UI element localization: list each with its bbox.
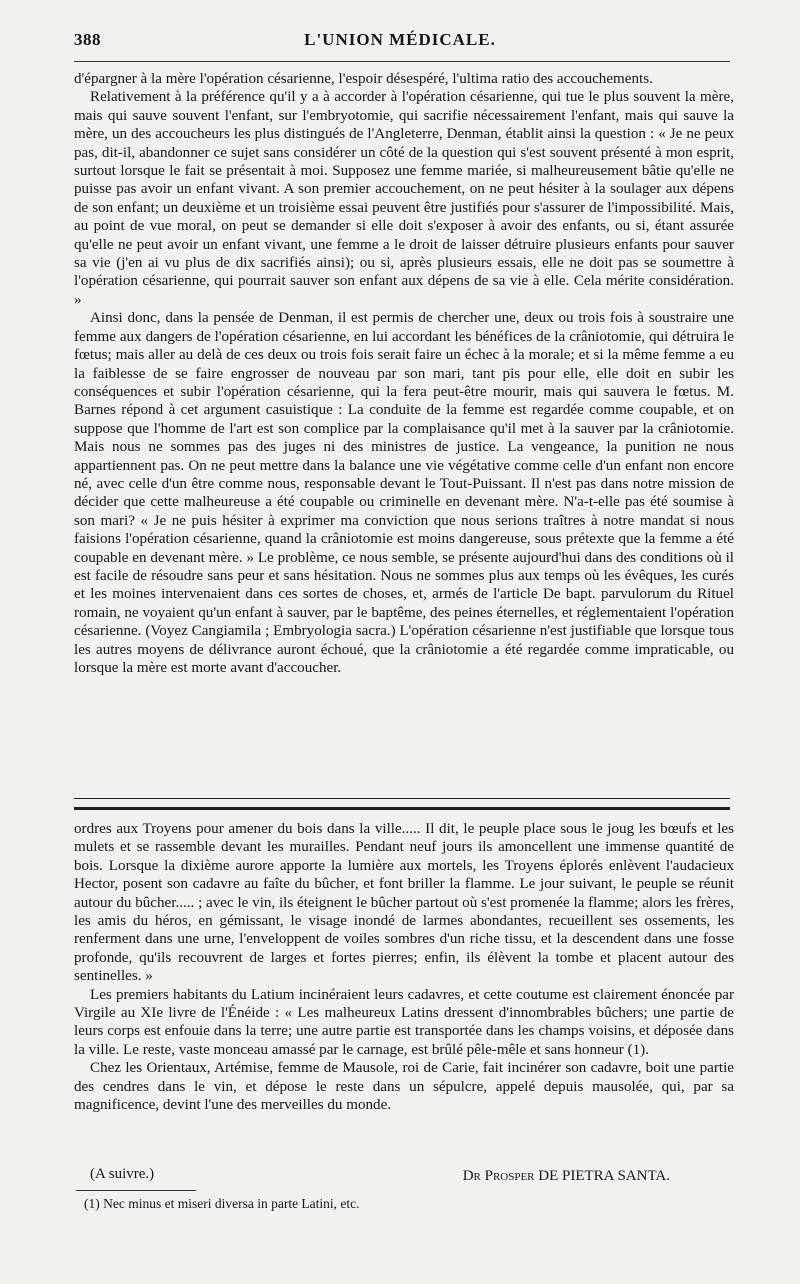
paragraph: d'épargner à la mère l'opération césarienne, l'espoir désespéré, l'ultima ratio des accouchements. bbox=[74, 71, 653, 87]
footnote-rule bbox=[76, 1190, 196, 1191]
paragraph: Relativement à la préférence qu'il y a à accorder à l'opération césarienne, qui tue le plus souvent la mère, mais qui sauve souvent l'enfant, sur l'embryotomie, qui sacrifie nécessairement l'enfant, mais qui sauve la mère, un des accoucheurs les plus distingués de l'Angleterre, Denman, établit ainsi la question : « Je ne peux pas, dit-il, abandonner ce sujet sans considérer un côté de la question qui s'est souvent présenté à mon esprit, surtout lorsque le fait se présentait à moi. Supposez une femme mariée, si malheureusement bâtie qu'elle ne puisse pas avoir un enfant vivant. A son premier accouchement, on ne peut hésiter à la soulager aux dépens de son enfant; un deuxième et un troisième essai peuvent être justifiés pour s'assurer de l'impossibilité. Mais, au point de vue moral, on peut se demander si elle doit s'exposer à avoir des enfants, ou si, étant assurée qu'elle ne peut avoir un enfant vivant, une femme a le droit de laisser détruire plusieurs enfants pour sauver sa vie (j'en ai vu plus de dix sacrifiés ainsi); ou si, après plusieurs essais, elle ne doit pas se soumettre à l'opération césarienne, qui pourrait sauver son enfant aux dépens de sa vie à elle. Cela mérite considération. » bbox=[74, 89, 734, 308]
top-article bbox=[74, 70, 734, 677]
header-rule bbox=[74, 61, 730, 62]
page-number: 388 bbox=[74, 30, 101, 49]
section-separator bbox=[74, 798, 730, 810]
paragraph: ordres aux Troyens pour amener du bois dans la ville..... Il dit, le peuple place sous le joug les bœufs et les mulets et se rassemble devant les murailles. Pendant neuf jours ils amoncellent une immense quantité de bois. Lorsque la dixième aurore apporte la lumière aux mortels, les Troyens éplorés enlèvent l'audacieux Hector, posent son cadavre au faîte du bûcher, et font briller la flamme. Le jour suivant, le peuple se réunit autour du bûcher..... ; avec le vin, ils éteignent le bûcher partout où s'est promenée la flamme; alors les frères, les amis du héros, en gémissant, le visage inondé de larmes abondantes, recueillent ses ossements, les renferment dans une urne, l'enveloppent de voiles sombres d'un riche tissu, et la descendent dans une fosse profonde, qu'ils recouvrent de larges et fortes pierres; enfin, ils élèvent la tombe et placent autour des sentinelles. » bbox=[74, 821, 734, 985]
page-header bbox=[70, 28, 730, 56]
running-title: L'UNION MÉDICALE. bbox=[304, 30, 496, 49]
footnote: (1) Nec minus et miseri diversa in parte Latini, etc. bbox=[84, 1196, 360, 1211]
paragraph: Ainsi donc, dans la pensée de Denman, il est permis de chercher une, deux ou trois fois à soustraire une femme aux dangers de l'opération césarienne, en lui accordant les bénéfices de la crâniotomie, qui détruira le fœtus; mais aller au delà de ces deux ou trois fois serait faire un échec à la morale; et si la même femme a eu la faiblesse de se faire engrosser de nouveau par son mari, tant pis pour elle, elle doit en subir les conséquences et subir l'opération césarienne, qui la fera peut-être mourir, mais qui sauvera le fœtus. M. Barnes répond à cet argument casuistique : La conduite de la femme est regardée comme coupable, et on suppose que l'homme de l'art est son complice par la complaisance qu'il met à la sauver par la crâniotomie. Mais nous ne sommes pas des juges ni des ministres de justice. La vengeance, la punition ne nous appartiennent pas. On ne peut mettre dans la balance une vie végétative comme celle d'un enfant non encore né, avec celle d'un être comme nous, responsable devant le Tout-Puissant. Il n'est pas dans notre mission de décider que cette malheureuse a été coupable ou criminelle en devenant mère. N'a-t-elle pas été soumise à son mari? « Je ne puis hésiter à exprimer ma conviction que nous serions traîtres à notre mandat si nous faisions l'opération césarienne, quand la crâniotomie est moins dangereuse, sous prétexte que la femme a été coupable en devenant mère. » Le problème, ce nous semble, se présente aujourd'hui dans des conditions où il est facile de résoudre sans peur et sans hésitation. Nous ne sommes plus aux temps où les évêques, les curés et les moines intervenaient dans ces sortes de choses, et, armés de l'article De bapt. parvulorum du Rituel romain, ne voyaient qu'un enfant à sauver, par le baptême, des peines éternelles, et réglementaient l'opération césarienne. (Voyez Cangiamila ; Embryologia sacra.) L'opération césarienne n'est justifiable que lorsque tous les autres moyens de délivrance auront échoué, que la crâniotomie a été regardée comme impraticable, ou lorsque la mère est morte avant d'accoucher. bbox=[74, 310, 734, 676]
author-signature: Dr Prosper DE PIETRA SANTA. bbox=[462, 1168, 670, 1184]
paragraph: Les premiers habitants du Latium incinéraient leurs cadavres, et cette coutume est clairement énoncée par Virgile au XIe livre de l'Énéide : « Les malheureux Latins dressent d'innombrables bûchers; une partie de leurs corps est enfouie dans la terre; une autre partie est transportée dans les champs voisins, et déposée dans la ville. Le reste, vaste monceau amassé par le carnage, est brûlé pêle-mêle et sans honneur (1). bbox=[74, 986, 734, 1058]
to-be-continued: (A suivre.) bbox=[90, 1166, 155, 1182]
bottom-article bbox=[74, 820, 734, 1115]
paragraph: Chez les Orientaux, Artémise, femme de Mausole, roi de Carie, fait incinérer son cadavre, boit une partie des cendres dans le vin, et dépose le reste dans un sépulcre, appelé depuis mausolée, qui, par sa magnificence, devint l'une des merveilles du monde. bbox=[74, 1060, 734, 1114]
signature-row bbox=[74, 1166, 730, 1188]
